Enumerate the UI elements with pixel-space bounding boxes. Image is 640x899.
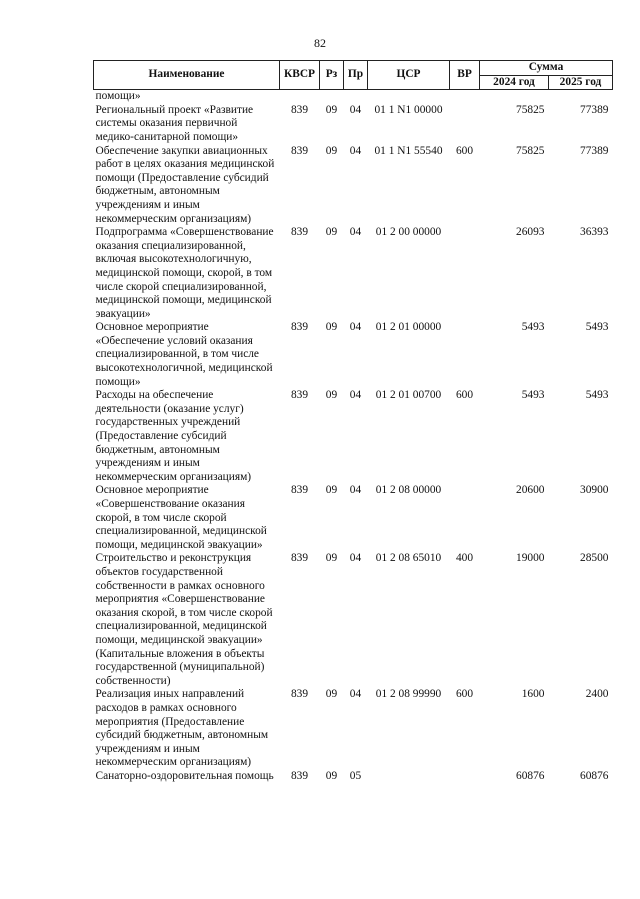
- row-kvsr: [280, 90, 320, 104]
- row-name: помощи»: [95, 90, 141, 103]
- row-sum-2025: 77389: [580, 144, 609, 157]
- row-rz: 09: [325, 103, 338, 116]
- row-rz: 09: [325, 226, 338, 239]
- row-sum-2025: 5493: [585, 389, 609, 402]
- row-vr: [450, 226, 480, 321]
- row-sum-2024: 5493: [521, 389, 545, 402]
- row-csr: [368, 770, 450, 784]
- row-vr: [450, 90, 480, 104]
- row-vr: [450, 321, 480, 389]
- row-kvsr: 839: [290, 389, 309, 402]
- row-pr: 05: [349, 769, 362, 782]
- row-pr: 04: [349, 321, 362, 334]
- row-pr: 04: [349, 144, 362, 157]
- page-number: 82: [314, 36, 326, 50]
- row-sum-2025: 2400: [585, 688, 609, 701]
- table-row: [94, 104, 613, 145]
- header-name: Наименование: [94, 61, 280, 90]
- row-sum-2024: 60876: [516, 769, 545, 782]
- row-vr: 400: [455, 552, 474, 565]
- row-sum-2025: 77389: [580, 103, 609, 116]
- table-row: [94, 90, 613, 104]
- row-sum-2025: 5493: [585, 321, 609, 334]
- row-kvsr: 839: [290, 552, 309, 565]
- row-pr: 04: [349, 688, 362, 701]
- table-row: [94, 484, 613, 552]
- row-kvsr: 839: [290, 226, 309, 239]
- row-kvsr: 839: [290, 144, 309, 157]
- row-rz: 09: [325, 769, 338, 782]
- row-vr: 600: [455, 688, 474, 701]
- row-sum-2024: 75825: [516, 144, 545, 157]
- table-row: [94, 389, 613, 484]
- table-body: [94, 90, 613, 784]
- row-pr: 04: [349, 484, 362, 497]
- row-csr: 01 2 00 00000: [375, 226, 442, 239]
- row-vr: 600: [455, 389, 474, 402]
- row-pr: 04: [349, 552, 362, 565]
- row-name: Расходы на обеспечение деятельности (оказание услуг) государственных учреждений (Предоставление субсидий бюджетным, автономным учреждениям и иным некоммерческим организациям): [95, 389, 252, 483]
- row-csr: 01 1 N1 55540: [374, 144, 443, 157]
- row-csr: [368, 90, 450, 104]
- table-row: [94, 321, 613, 389]
- row-rz: 09: [325, 688, 338, 701]
- row-csr: 01 2 01 00700: [375, 389, 442, 402]
- table-row: [94, 226, 613, 321]
- row-pr: [344, 90, 368, 104]
- row-csr: 01 2 08 99990: [375, 688, 442, 701]
- table-header: [94, 61, 613, 90]
- header-kvsr: КВСР: [280, 61, 320, 90]
- row-sum-2025: [549, 90, 613, 104]
- row-sum-2025: 60876: [580, 769, 609, 782]
- budget-table: [93, 60, 613, 783]
- table-row: [94, 770, 613, 784]
- row-name: Основное мероприятие «Обеспечение условий оказания специализированной, в том числе высокотехнологичной, медицинской помощи»: [95, 321, 273, 388]
- row-sum-2024: 5493: [521, 321, 545, 334]
- header-csr: ЦСР: [368, 61, 450, 90]
- row-pr: 04: [349, 226, 362, 239]
- row-sum-2024: 26093: [516, 226, 545, 239]
- row-pr: 04: [349, 103, 362, 116]
- row-name: Основное мероприятие «Совершенствование оказания скорой, в том числе скорой специализированной, медицинской помощи, медицинской эвакуации»: [95, 484, 267, 551]
- row-name: Региональный проект «Развитие системы оказания первичной медико-санитарной помощи»: [95, 103, 254, 143]
- row-sum-2025: 28500: [580, 552, 609, 565]
- table-row: [94, 688, 613, 770]
- row-sum-2025: 30900: [580, 484, 609, 497]
- row-vr: [450, 770, 480, 784]
- table-row: [94, 552, 613, 688]
- row-sum-2025: 36393: [580, 226, 609, 239]
- row-rz: 09: [325, 144, 338, 157]
- row-sum-2024: 19000: [516, 552, 545, 565]
- row-kvsr: 839: [290, 688, 309, 701]
- row-rz: 09: [325, 321, 338, 334]
- row-kvsr: 839: [290, 769, 309, 782]
- row-vr: [450, 104, 480, 145]
- header-sum: Сумма: [480, 61, 613, 76]
- row-kvsr: 839: [290, 103, 309, 116]
- table-row: [94, 145, 613, 227]
- row-sum-2024: 20600: [516, 484, 545, 497]
- row-name: Реализация иных направлений расходов в рамках основного мероприятия (Предоставление субсидий бюджетным, автономным учреждениям и иным некоммерческим организациям): [95, 688, 269, 769]
- row-csr: 01 2 08 65010: [375, 552, 442, 565]
- header-rz: Рз: [320, 61, 344, 90]
- row-rz: [320, 90, 344, 104]
- row-csr: 01 2 08 00000: [375, 484, 442, 497]
- header-vr: ВР: [450, 61, 480, 90]
- header-pr: Пр: [344, 61, 368, 90]
- row-rz: 09: [325, 389, 338, 402]
- row-sum-2024: 1600: [521, 688, 545, 701]
- row-name: Санаторно-оздоровительная помощь: [95, 769, 274, 782]
- row-kvsr: 839: [290, 484, 309, 497]
- row-pr: 04: [349, 389, 362, 402]
- row-csr: 01 1 N1 00000: [374, 103, 443, 116]
- row-csr: 01 2 01 00000: [375, 321, 442, 334]
- row-kvsr: 839: [290, 321, 309, 334]
- row-rz: 09: [325, 484, 338, 497]
- row-sum-2024: [480, 90, 549, 104]
- row-name: Обеспечение закупки авиационных работ в целях оказания медицинской помощи (Предоставление субсидий бюджетным, автономным учреждениям и иным некоммерческим организациям): [95, 144, 275, 225]
- row-name: Строительство и реконструкция объектов государственной собственности в рамках основного мероприятия «Совершенствование оказания скорой, в том числе скорой специализированной, медицинской помощи, медицинской эвакуации» (Капитальные вложения в объекты государственной (муниципальной) собственности): [95, 552, 273, 687]
- row-name: Подпрограмма «Совершенствование оказания специализированной, включая высокотехнологичную, медицинской помощи, скорой, в том числе скорой специализированной, медицинской помощи, медицинской эвакуации»: [95, 226, 274, 320]
- row-vr: 600: [455, 144, 474, 157]
- row-rz: 09: [325, 552, 338, 565]
- row-vr: [450, 484, 480, 552]
- row-sum-2024: 75825: [516, 103, 545, 116]
- header-year-2025: 2025 год: [549, 75, 613, 90]
- header-year-2024: 2024 год: [480, 75, 549, 90]
